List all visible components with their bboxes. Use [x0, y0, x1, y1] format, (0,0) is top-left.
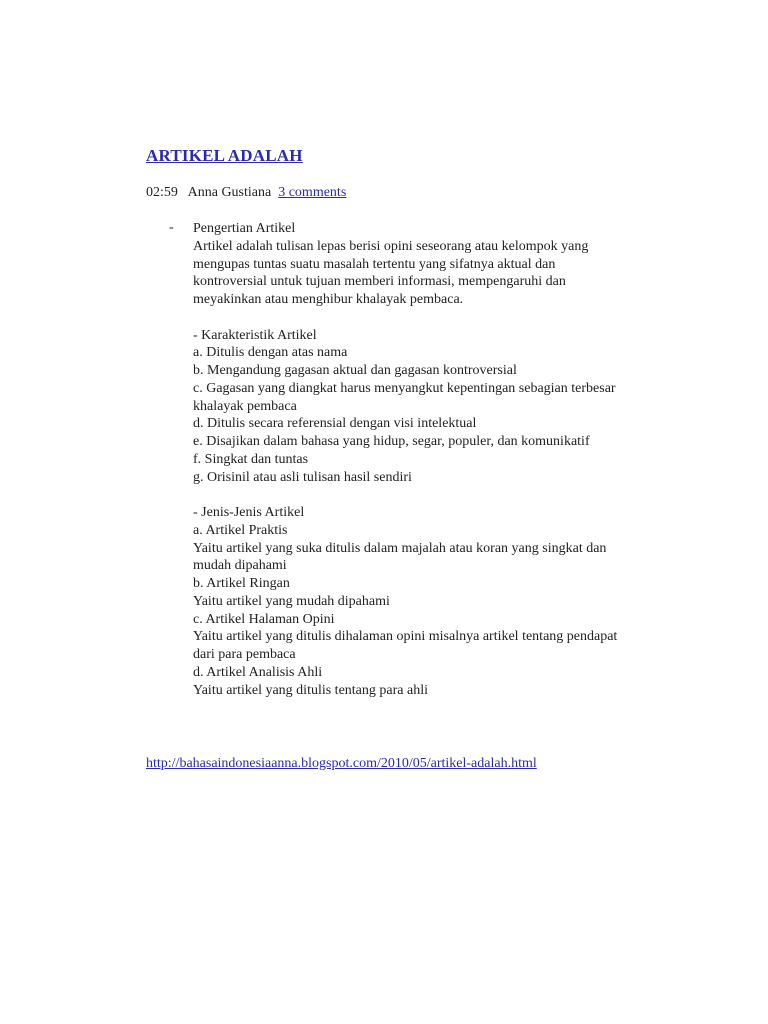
body-line: Yaitu artikel yang ditulis dihalaman opini misalnya artikel tentang pendapat [193, 629, 618, 645]
post-author: Anna Gustiana [187, 185, 272, 200]
bullet-dash: - [169, 220, 174, 235]
body-line: d. Ditulis secara referensial dengan visi intelektual [193, 416, 477, 432]
article-body [193, 220, 617, 699]
body-line: c. Artikel Halaman Opini [193, 611, 335, 627]
body-line: b. Artikel Ringan [193, 576, 290, 591]
body-line: c. Gagasan yang diangkat harus menyangkut kepentingan sebagian terbesar [193, 380, 616, 396]
body-line: g. Orisinil atau asli tulisan hasil sendiri [193, 469, 412, 485]
comments-link[interactable]: 3 comments [278, 185, 347, 200]
body-line [193, 309, 617, 327]
body-line: Pengertian Artikel [193, 221, 296, 236]
body-line: f. Singkat dan tuntas [193, 451, 309, 467]
body-line: mengupas tuntas suatu masalah tertentu yang sifatnya aktual dan [193, 256, 556, 272]
body-line: a. Artikel Praktis [193, 522, 288, 538]
body-line: a. Ditulis dengan atas nama [193, 345, 348, 361]
body-line: dari para pembaca [193, 647, 296, 662]
body-line: meyakinkan atau menghibur khalayak pembaca. [193, 292, 464, 307]
body-line: d. Artikel Analisis Ahli [193, 664, 323, 680]
body-line: - Jenis-Jenis Artikel [193, 505, 305, 520]
body-line: kontroversial untuk tujuan memberi informasi, mempengaruhi dan [193, 274, 566, 290]
body-line: Yaitu artikel yang ditulis tentang para ahli [193, 682, 428, 698]
post-time: 02:59 [146, 185, 178, 200]
body-line [193, 486, 617, 504]
body-line: Yaitu artikel yang mudah dipahami [193, 593, 390, 609]
body-line: Yaitu artikel yang suka ditulis dalam majalah atau koran yang singkat dan [193, 540, 607, 556]
source-url-link[interactable]: http://bahasaindonesiaanna.blogspot.com/2010/05/artikel-adalah.html [146, 756, 537, 771]
body-line: b. Mengandung gagasan aktual dan gagasan kontroversial [193, 363, 517, 378]
body-line: Artikel adalah tulisan lepas berisi opini seseorang atau kelompok yang [193, 238, 589, 254]
article-title-link[interactable]: ARTIKEL ADALAH [146, 146, 303, 165]
post-meta [146, 185, 346, 201]
body-line: - Karakteristik Artikel [193, 327, 317, 343]
body-line: khalayak pembaca [193, 398, 297, 414]
body-line: e. Disajikan dalam bahasa yang hidup, segar, populer, dan komunikatif [193, 434, 590, 449]
body-line: mudah dipahami [193, 558, 287, 574]
